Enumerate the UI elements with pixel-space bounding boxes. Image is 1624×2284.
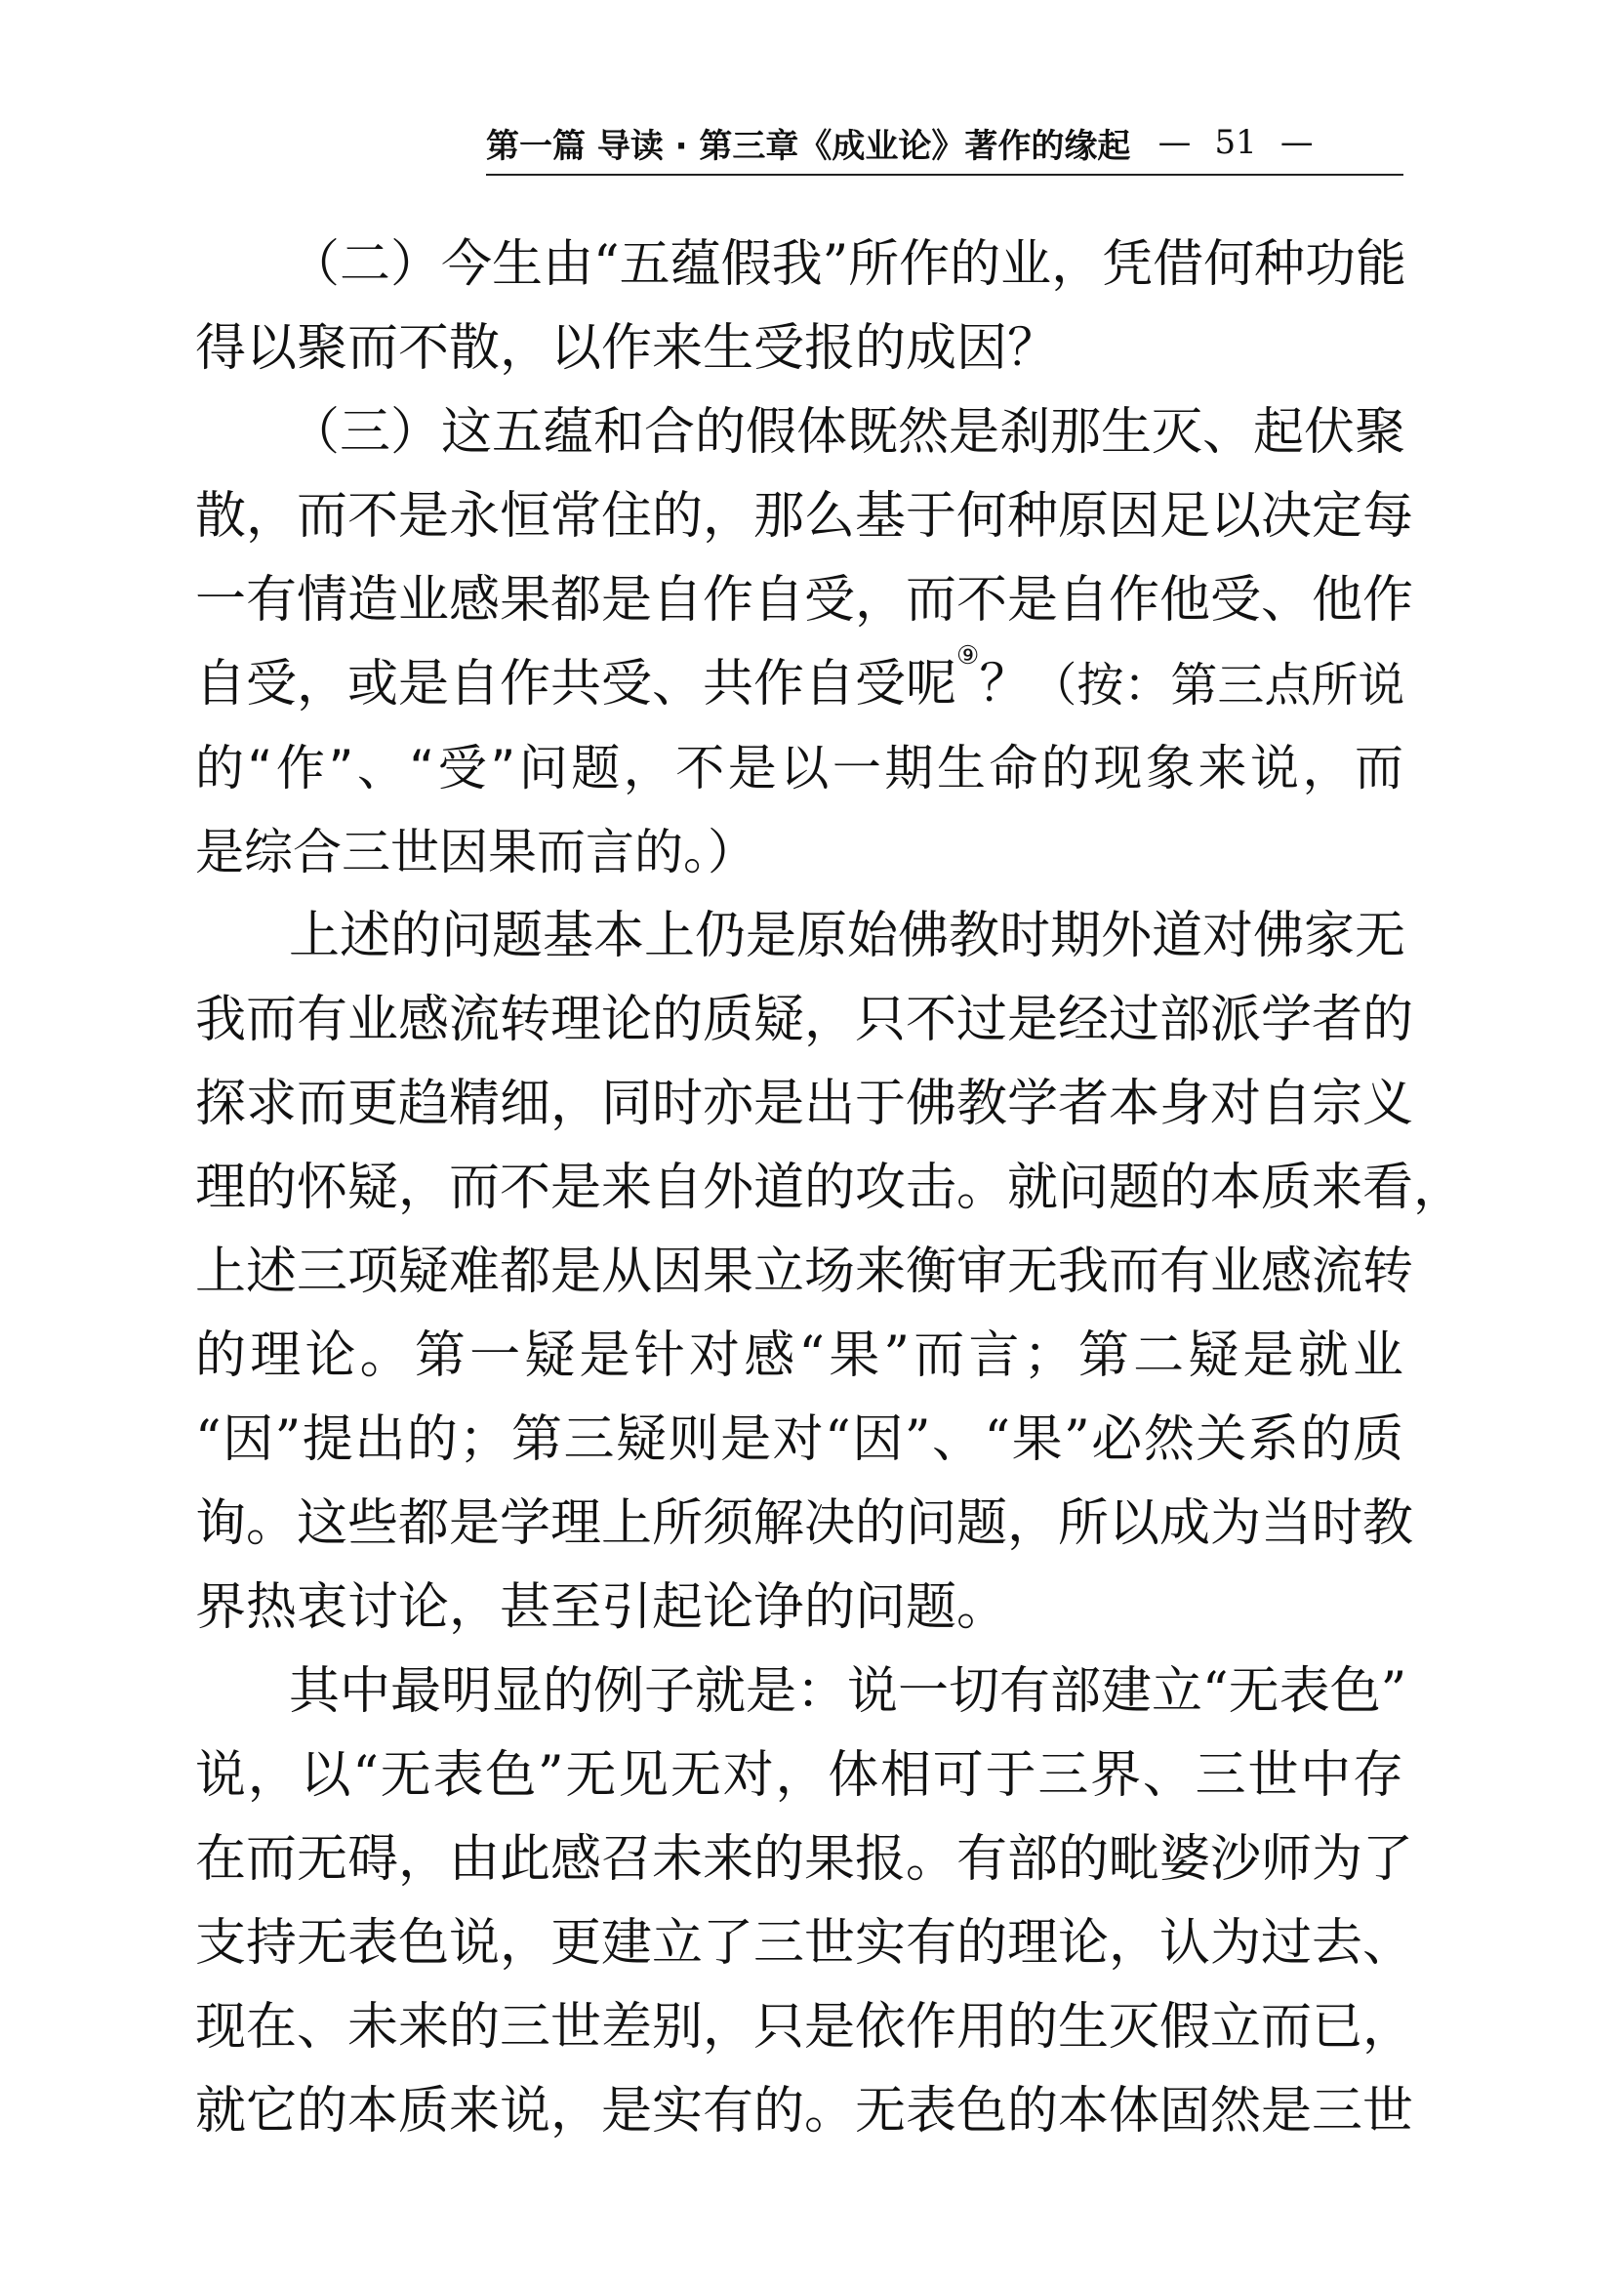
text-line: 其中最明显的例子就是：说一切有部建立“无表色” xyxy=(289,1662,1407,1721)
text-line: 上述的问题基本上仍是原始佛教时期外道对佛家无 xyxy=(289,907,1406,965)
text-line: “因”提出的；第三疑则是对“因”、“果”必然关系的质 xyxy=(195,1410,1403,1469)
text-line: 的理论。第一疑是针对感“果”而言；第二疑是就业 xyxy=(195,1326,1403,1385)
text-line: 理的怀疑，而不是来自外道的攻击。就问题的本质来看， xyxy=(195,1159,1465,1217)
body-text xyxy=(195,223,1465,2153)
text-line: 就它的本质来说，是实有的。无表色的本体固然是三世 xyxy=(195,2082,1414,2141)
text-line: 询。这些都是学理上所须解决的问题，所以成为当时教 xyxy=(195,1494,1414,1553)
editor-note-line: 是综合三世因果而言的。） xyxy=(195,824,756,880)
text-line: 一有情造业感果都是自作自受，而不是自作他受、他作 xyxy=(195,571,1414,630)
text-line: 说，以“无表色”无见无对，体相可于三界、三世中存 xyxy=(195,1746,1403,1805)
header-title: 第一篇 导读 · 第三章《成业论》著作的缘起 xyxy=(486,126,1131,166)
page-number: 51 xyxy=(1214,123,1257,162)
text-line xyxy=(195,642,1403,726)
editor-note: （按：第三点所说 xyxy=(1030,658,1405,713)
text-line: 支持无表色说，更建立了三世实有的理论，认为过去、 xyxy=(195,1914,1414,1973)
running-header xyxy=(486,115,1403,170)
text-line: 界热衷讨论，甚至引起论诤的问题。 xyxy=(195,1578,1008,1637)
text-line: （二）今生由“五蕴假我”所作的业，凭借何种功能 xyxy=(289,235,1407,294)
text-line: （三）这五蕴和合的假体既然是刹那生灭、起伏聚 xyxy=(289,403,1406,462)
text-line: 上述三项疑难都是从因果立场来衡审无我而有业感流转 xyxy=(195,1243,1414,1301)
header-dash-right: — xyxy=(1279,123,1314,162)
text-line: 现在、未来的三世差别，只是依作用的生灭假立而已， xyxy=(195,1998,1414,2057)
text-segment: ？ xyxy=(979,655,1031,714)
header-dash-left: — xyxy=(1157,123,1192,162)
text-line: 我而有业感流转理论的质疑，只不过是经过部派学者的 xyxy=(195,991,1414,1049)
text-line: 探求而更趋精细，同时亦是出于佛教学者本身对自宗义 xyxy=(195,1075,1414,1133)
header-rule xyxy=(486,174,1403,176)
text-line: 在而无碍，由此感召未来的果报。有部的毗婆沙师为了 xyxy=(195,1830,1414,1889)
text-line: 散，而不是永恒常住的，那么基于何种原因足以决定每 xyxy=(195,487,1414,546)
text-line: 得以聚而不散，以作来生受报的成因？ xyxy=(195,319,1059,378)
footnote-marker: ⑨ xyxy=(956,640,980,671)
text-segment: 自受，或是自作共受、共作自受呢 xyxy=(195,655,957,714)
editor-note-line: 的“作”、“受”问题，不是以一期生命的现象来说，而 xyxy=(195,740,1403,796)
